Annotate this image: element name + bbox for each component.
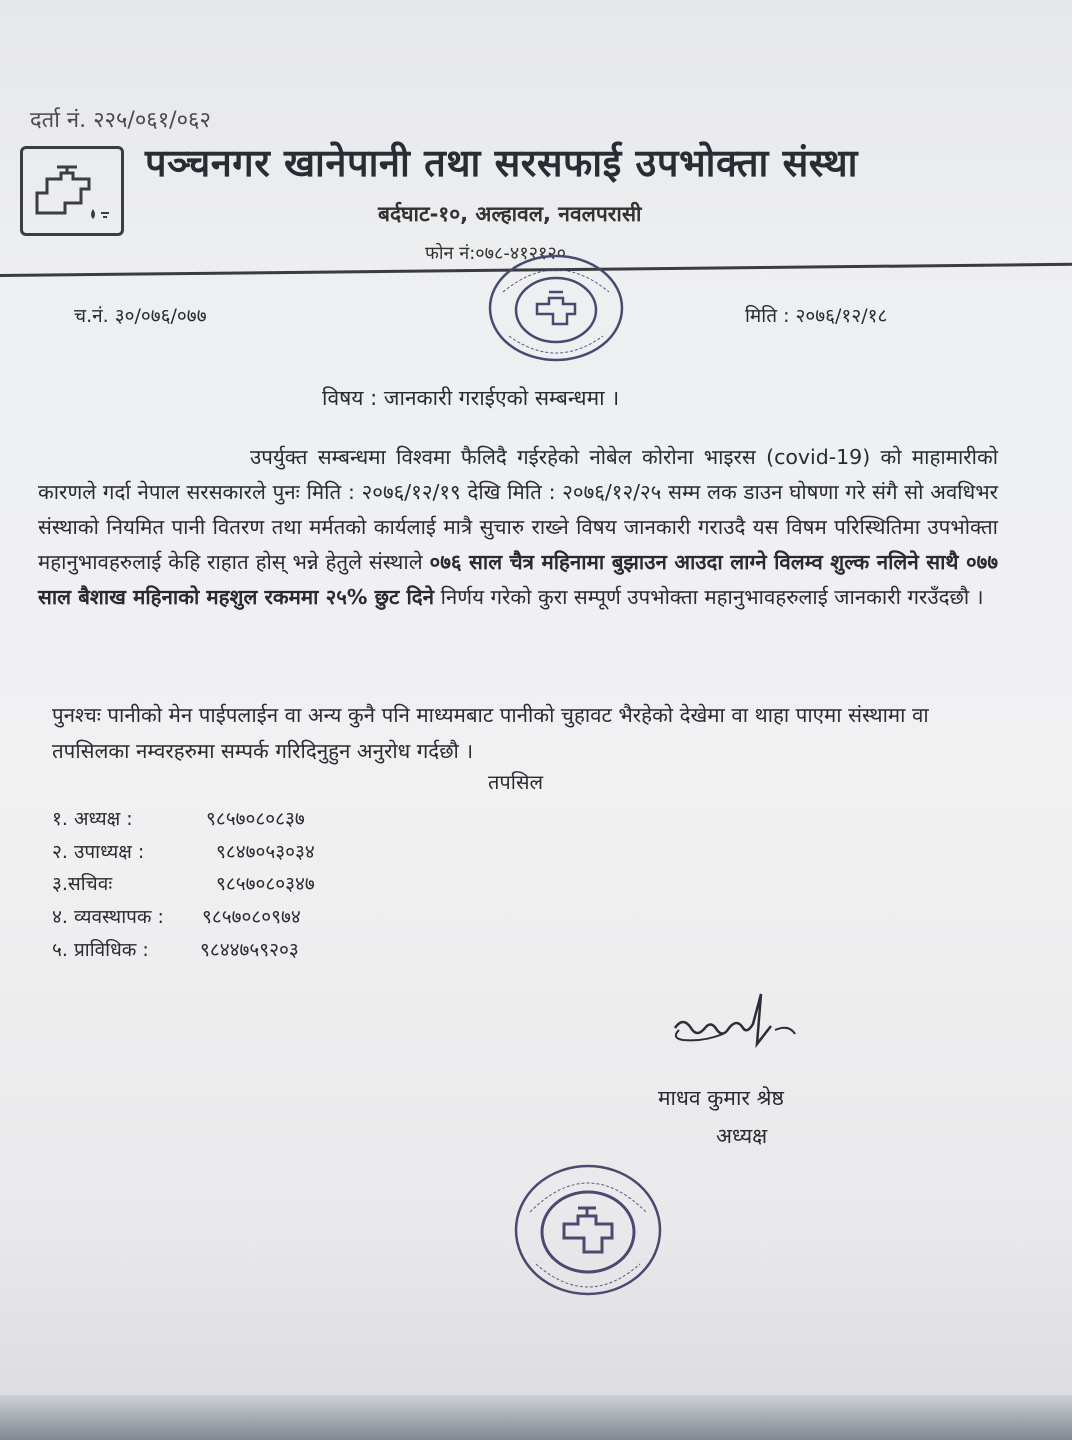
contact-role: ३.सचिवः bbox=[52, 873, 113, 895]
body-paragraph-part1: उपर्युक्त सम्बन्धमा विश्वमा फैलिदै गईरहेको नोबेल कोरोना भाइरस (covid-19) को माहामारीको कारणले गर्दा नेपाल सरसकारले पुनः मिति : २०७६/१२/१९ देखि मिति : २०७६/१२/२५ सम्म लक डाउन घोषणा गरे संगै सो अवधिभर संस्थाको नियमित पानी वितरण तथा मर्मतको कार्यलाई मात्रै सुचारु राख्ने विषय जानकारी गराउदै यस विषम परिस्थितिमा उपभोक्ता महानुभावहरुलाई केहि राहात होस् भन्ने हेतुले संस्थाले bbox=[38, 445, 998, 574]
contact-role: ५. प्राविधिक : bbox=[52, 939, 149, 961]
body-bold-decision: ०७६ साल चैत्र महिनामा बुझाउन आउदा लाग्ने विलम्व शुल्क नलिने साथै ०७७ साल बैशाख महिनाको महशुल रकममा २५% छुट दिने bbox=[38, 550, 998, 609]
reference-number: च.नं. ३०/०७६/०७७ bbox=[74, 305, 207, 327]
contact-number: ९८५७०८०३४७ bbox=[216, 873, 315, 895]
contact-number: ९८४४७५९२०३ bbox=[200, 939, 299, 961]
letter-subject: विषय : जानकारी गराईएको सम्बन्धमा । bbox=[322, 386, 620, 410]
contact-list-title: तपसिल bbox=[488, 770, 544, 794]
organization-address: बर्दघाट-१०, अल्हावल, नवलपरासी bbox=[378, 202, 642, 226]
registration-number: दर्ता नं. २२५/०६१/०६२ bbox=[30, 108, 211, 133]
organization-stamp-bottom bbox=[508, 1160, 668, 1300]
contact-number: ९८५७०८०८३७ bbox=[206, 808, 305, 830]
contact-row bbox=[52, 936, 299, 962]
contact-row bbox=[52, 903, 301, 929]
postscript: पुनश्चः पानीको मेन पाईपलाईन वा अन्य कुनै पनि माध्यमबाट पानीको चुहावट भैरहेको देखेमा वा थाहा पाएमा संस्थामा वा तपसिलका नम्वरहरुमा सम्पर्क गरिदिनुहुन अनुरोध गर्दछौ । bbox=[52, 703, 929, 763]
water-tap-logo-icon bbox=[20, 146, 124, 236]
body-paragraph-part2: निर्णय गरेको कुरा सम्पूर्ण उपभोक्ता महानुभावहरुलाई जानकारी गरउँदछौ । bbox=[440, 585, 984, 609]
signatory-title: अध्यक्ष bbox=[716, 1124, 768, 1148]
background-surface bbox=[0, 1395, 1072, 1440]
organization-stamp-top bbox=[483, 252, 629, 364]
organization-name: पञ्चनगर खानेपानी तथा सरसफाई उपभोक्ता संस्था bbox=[145, 141, 858, 185]
contact-role: ४. व्यवस्थापक : bbox=[52, 906, 164, 928]
contact-role: २. उपाध्यक्ष : bbox=[52, 841, 145, 863]
letter-date: मिति : २०७६/१२/१८ bbox=[745, 305, 888, 327]
signatory-name: माधव कुमार श्रेष्ठ bbox=[658, 1086, 784, 1110]
contact-role: १. अध्यक्ष : bbox=[52, 808, 133, 830]
letter-body bbox=[38, 440, 998, 615]
handwritten-signature bbox=[665, 990, 805, 1065]
contact-number: ९८४७०५३०३४ bbox=[216, 841, 315, 863]
organization-phone: फोन नं:०७८-४१२१२० bbox=[425, 243, 567, 264]
contact-number: ९८५७०८०९७४ bbox=[202, 906, 301, 928]
contact-row bbox=[52, 870, 315, 896]
contact-row bbox=[52, 805, 305, 831]
contact-row bbox=[52, 838, 315, 864]
